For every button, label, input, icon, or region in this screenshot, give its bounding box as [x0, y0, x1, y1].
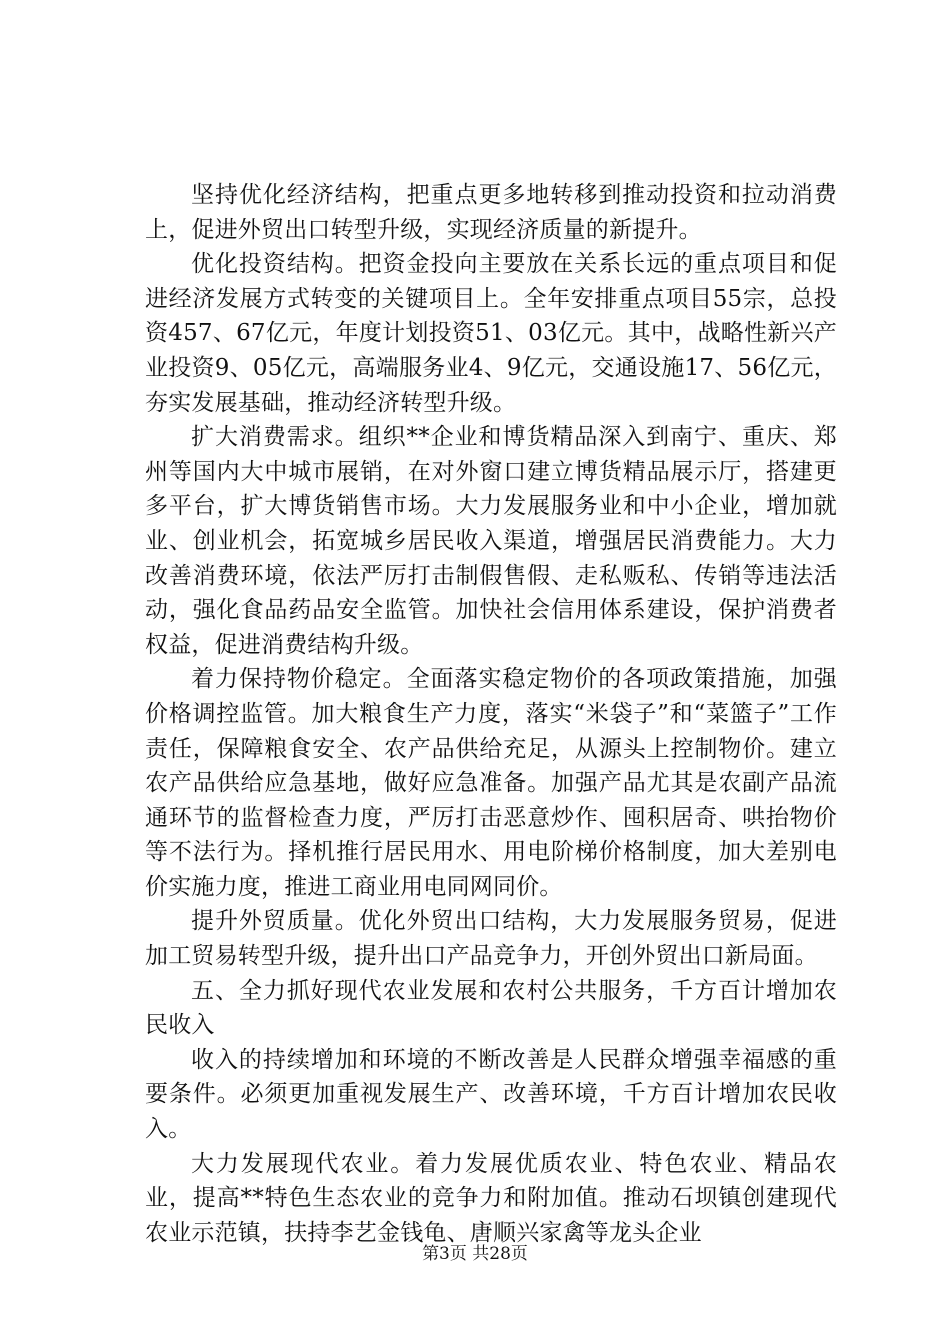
paragraph-income-environment: 收入的持续增加和环境的不断改善是人民群众增强幸福感的重要条件。必须更加重视发展生产、改善环境，千方百计增加农民收入。 — [145, 1046, 837, 1143]
document-body — [145, 178, 837, 1250]
section-heading-agriculture: 五、全力抓好现代农业发展和农村公共服务，千方百计增加农民收入 — [145, 977, 837, 1039]
paragraph-foreign-trade: 提升外贸质量。优化外贸出口结构，大力发展服务贸易，促进加工贸易转型升级，提升出口产品竞争力，开创外贸出口新局面。 — [145, 908, 837, 970]
page-number-footer: 第3页 共28页 — [422, 1244, 528, 1264]
paragraph-intro: 坚持优化经济结构，把重点更多地转移到推动投资和拉动消费上，促进外贸出口转型升级，实现经济质量的新提升。 — [145, 182, 837, 243]
paragraph-price-stability: 着力保持物价稳定。全面落实稳定物价的各项政策措施，加强价格调控监管。加大粮食生产力度，落实“米袋子”和“菜篮子”工作责任，保障粮食安全、农产品供给充足，从源头上控制物价。建立农产品供给应急基地，做好应急准备。加强产品尤其是农副产品流通环节的监督检查力度，严厉打击恶意炒作、囤积居奇、哄抬物价等不法行为。择机推行居民用水、用电阶梯价格制度，加大差别电价实施力度，推进工商业用电同网同价。 — [145, 666, 837, 900]
paragraph-investment-structure: 优化投资结构。把资金投向主要放在关系长远的重点项目和促进经济发展方式转变的关键项目上。全年安排重点项目55宗，总投资457、67亿元，年度计划投资51、03亿元。其中，战略性新兴产业投资9、05亿元，高端服务业4、9亿元，交通设施17、56亿元，夯实发展基础，推动经济转型升级。 — [145, 251, 837, 416]
paragraph-modern-agriculture: 大力发展现代农业。着力发展优质农业、特色农业、精品农业，提高**特色生态农业的竞争力和附加值。推动石坝镇创建现代农业示范镇，扶持李艺金钱龟、唐顺兴家禽等龙头企业 — [145, 1150, 837, 1246]
paragraph-consumption-demand: 扩大消费需求。组织**企业和博货精品深入到南宁、重庆、郑州等国内大中城市展销，在对外窗口建立博货精品展示厅，搭建更多平台，扩大博货销售市场。大力发展服务业和中小企业，增加就业、创业机会，拓宽城乡居民收入渠道，增强居民消费能力。大力改善消费环境，依法严厉打击制假售假、走私贩私、传销等违法活动，强化食品药品安全监管。加快社会信用体系建设，保护消费者权益，促进消费结构升级。 — [145, 424, 837, 658]
